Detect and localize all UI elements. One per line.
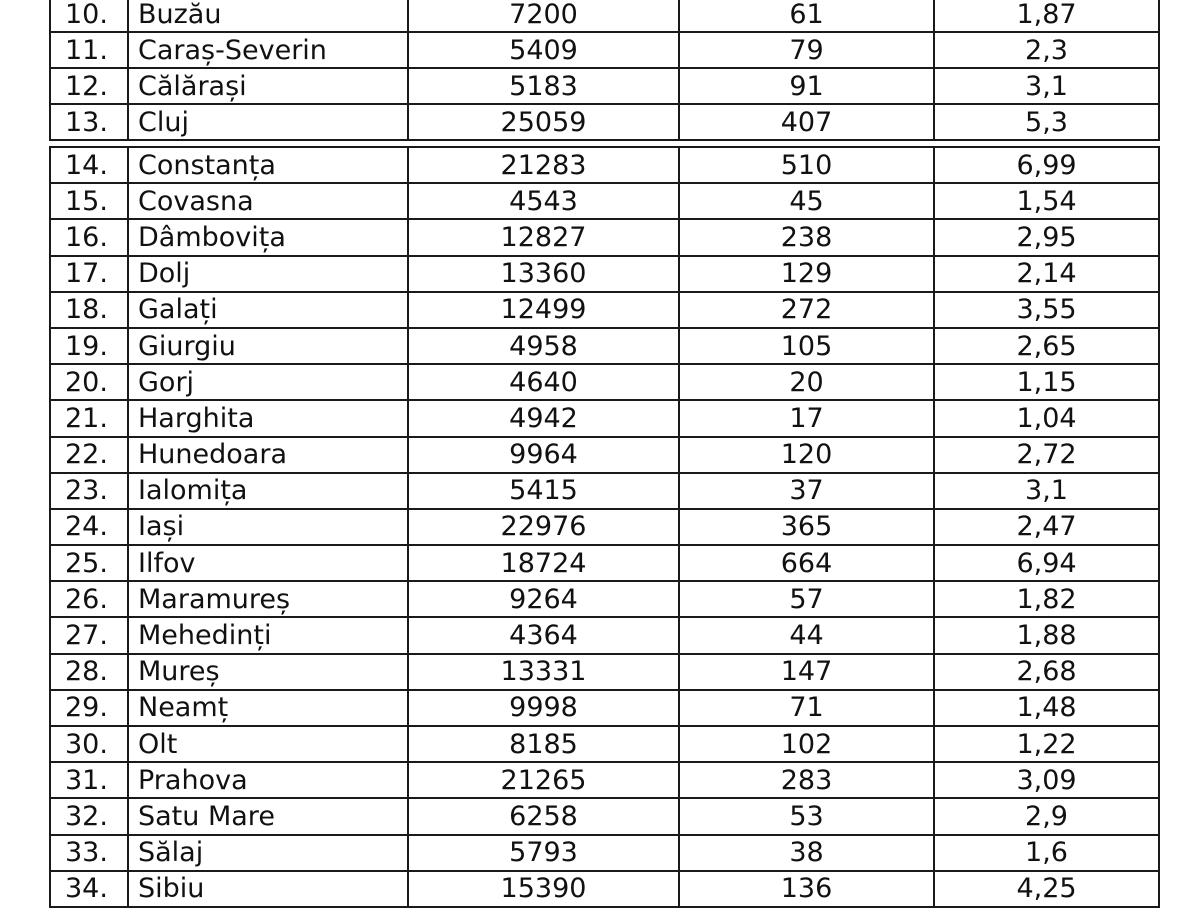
row-number-cell: 13. (50, 104, 128, 140)
value-col-3-cell: 2,68 (934, 654, 1159, 690)
row-number-cell: 21. (50, 400, 128, 436)
table-row (50, 400, 1159, 436)
county-name-cell: Cluj (128, 104, 408, 140)
county-name-cell: Dâmbovița (128, 219, 408, 255)
value-col-2-cell: 272 (679, 292, 934, 328)
row-number-cell: 31. (50, 762, 128, 798)
table-row (50, 581, 1159, 617)
county-name-cell: Mureș (128, 654, 408, 690)
county-table-bottom (49, 146, 1160, 908)
county-name-cell: Sibiu (128, 871, 408, 907)
value-col-2-cell: 20 (679, 364, 934, 400)
table-row (50, 835, 1159, 871)
row-number-cell: 17. (50, 256, 128, 292)
value-col-3-cell: 2,3 (934, 32, 1159, 68)
value-col-3-cell: 3,55 (934, 292, 1159, 328)
value-col-2-cell: 105 (679, 328, 934, 364)
value-col-2-cell: 136 (679, 871, 934, 907)
value-col-3-cell: 6,94 (934, 545, 1159, 581)
value-col-3-cell: 1,6 (934, 835, 1159, 871)
table-row (50, 292, 1159, 328)
value-col-2-cell: 57 (679, 581, 934, 617)
value-col-1-cell: 12499 (408, 292, 679, 328)
value-col-1-cell: 4942 (408, 400, 679, 436)
table-row (50, 183, 1159, 219)
value-col-2-cell: 37 (679, 473, 934, 509)
value-col-1-cell: 5409 (408, 32, 679, 68)
county-name-cell: Sălaj (128, 835, 408, 871)
value-col-3-cell: 1,04 (934, 400, 1159, 436)
value-col-2-cell: 91 (679, 68, 934, 104)
county-name-cell: Harghita (128, 400, 408, 436)
value-col-1-cell: 9964 (408, 437, 679, 473)
value-col-1-cell: 15390 (408, 871, 679, 907)
row-number-cell: 14. (50, 147, 128, 183)
value-col-2-cell: 71 (679, 690, 934, 726)
table-row (50, 798, 1159, 834)
table-row (50, 104, 1159, 140)
value-col-2-cell: 283 (679, 762, 934, 798)
row-number-cell: 18. (50, 292, 128, 328)
row-number-cell: 27. (50, 617, 128, 653)
row-number-cell: 26. (50, 581, 128, 617)
county-name-cell: Mehedinți (128, 617, 408, 653)
county-name-cell: Neamț (128, 690, 408, 726)
county-name-cell: Caraș-Severin (128, 32, 408, 68)
table-row (50, 690, 1159, 726)
county-name-cell: Prahova (128, 762, 408, 798)
value-col-3-cell: 1,82 (934, 581, 1159, 617)
value-col-1-cell: 4364 (408, 617, 679, 653)
value-col-2-cell: 38 (679, 835, 934, 871)
table-row (50, 328, 1159, 364)
row-number-cell: 30. (50, 726, 128, 762)
row-number-cell: 22. (50, 437, 128, 473)
county-name-cell: Ialomița (128, 473, 408, 509)
value-col-1-cell: 4543 (408, 183, 679, 219)
table-row (50, 871, 1159, 907)
value-col-1-cell: 4958 (408, 328, 679, 364)
value-col-1-cell: 13360 (408, 256, 679, 292)
table-row (50, 32, 1159, 68)
value-col-3-cell: 3,1 (934, 473, 1159, 509)
value-col-1-cell: 4640 (408, 364, 679, 400)
row-number-cell: 20. (50, 364, 128, 400)
table-row (50, 726, 1159, 762)
value-col-3-cell: 1,54 (934, 183, 1159, 219)
county-name-cell: Ilfov (128, 545, 408, 581)
county-name-cell: Satu Mare (128, 798, 408, 834)
value-col-1-cell: 5793 (408, 835, 679, 871)
value-col-1-cell: 5183 (408, 68, 679, 104)
value-col-1-cell: 13331 (408, 654, 679, 690)
value-col-3-cell: 1,88 (934, 617, 1159, 653)
value-col-2-cell: 102 (679, 726, 934, 762)
value-col-3-cell: 6,99 (934, 147, 1159, 183)
value-col-1-cell: 12827 (408, 219, 679, 255)
value-col-2-cell: 664 (679, 545, 934, 581)
table-row (50, 0, 1159, 32)
value-col-1-cell: 7200 (408, 0, 679, 32)
table-row (50, 545, 1159, 581)
county-name-cell: Călărași (128, 68, 408, 104)
value-col-2-cell: 53 (679, 798, 934, 834)
row-number-cell: 12. (50, 68, 128, 104)
value-col-3-cell: 1,22 (934, 726, 1159, 762)
table-row (50, 473, 1159, 509)
row-number-cell: 25. (50, 545, 128, 581)
value-col-1-cell: 5415 (408, 473, 679, 509)
value-col-1-cell: 8185 (408, 726, 679, 762)
table-row (50, 762, 1159, 798)
value-col-2-cell: 45 (679, 183, 934, 219)
row-number-cell: 33. (50, 835, 128, 871)
row-number-cell: 23. (50, 473, 128, 509)
value-col-1-cell: 6258 (408, 798, 679, 834)
row-number-cell: 34. (50, 871, 128, 907)
value-col-3-cell: 2,65 (934, 328, 1159, 364)
value-col-3-cell: 1,15 (934, 364, 1159, 400)
county-name-cell: Giurgiu (128, 328, 408, 364)
row-number-cell: 24. (50, 509, 128, 545)
value-col-2-cell: 44 (679, 617, 934, 653)
county-name-cell: Buzău (128, 0, 408, 32)
value-col-1-cell: 21283 (408, 147, 679, 183)
value-col-3-cell: 2,95 (934, 219, 1159, 255)
value-col-2-cell: 17 (679, 400, 934, 436)
value-col-2-cell: 365 (679, 509, 934, 545)
value-col-2-cell: 510 (679, 147, 934, 183)
value-col-1-cell: 18724 (408, 545, 679, 581)
value-col-3-cell: 3,1 (934, 68, 1159, 104)
county-table-top (49, 0, 1160, 141)
value-col-3-cell: 2,47 (934, 509, 1159, 545)
county-name-cell: Dolj (128, 256, 408, 292)
county-name-cell: Olt (128, 726, 408, 762)
county-name-cell: Galați (128, 292, 408, 328)
row-number-cell: 15. (50, 183, 128, 219)
value-col-1-cell: 21265 (408, 762, 679, 798)
value-col-1-cell: 22976 (408, 509, 679, 545)
row-number-cell: 32. (50, 798, 128, 834)
county-name-cell: Gorj (128, 364, 408, 400)
table-row (50, 509, 1159, 545)
value-col-3-cell: 1,87 (934, 0, 1159, 32)
table-row (50, 654, 1159, 690)
value-col-2-cell: 238 (679, 219, 934, 255)
value-col-1-cell: 9264 (408, 581, 679, 617)
value-col-1-cell: 9998 (408, 690, 679, 726)
value-col-3-cell: 2,9 (934, 798, 1159, 834)
value-col-2-cell: 407 (679, 104, 934, 140)
value-col-3-cell: 3,09 (934, 762, 1159, 798)
value-col-3-cell: 2,72 (934, 437, 1159, 473)
value-col-2-cell: 79 (679, 32, 934, 68)
row-number-cell: 29. (50, 690, 128, 726)
value-col-2-cell: 61 (679, 0, 934, 32)
table-row (50, 256, 1159, 292)
county-name-cell: Covasna (128, 183, 408, 219)
table-row (50, 147, 1159, 183)
county-name-cell: Constanța (128, 147, 408, 183)
table-row (50, 68, 1159, 104)
value-col-1-cell: 25059 (408, 104, 679, 140)
row-number-cell: 11. (50, 32, 128, 68)
table-row (50, 617, 1159, 653)
row-number-cell: 19. (50, 328, 128, 364)
row-number-cell: 16. (50, 219, 128, 255)
value-col-3-cell: 2,14 (934, 256, 1159, 292)
value-col-3-cell: 5,3 (934, 104, 1159, 140)
value-col-2-cell: 129 (679, 256, 934, 292)
table-row (50, 364, 1159, 400)
row-number-cell: 28. (50, 654, 128, 690)
value-col-3-cell: 1,48 (934, 690, 1159, 726)
value-col-2-cell: 147 (679, 654, 934, 690)
county-name-cell: Maramureș (128, 581, 408, 617)
value-col-2-cell: 120 (679, 437, 934, 473)
table-row (50, 219, 1159, 255)
county-name-cell: Iași (128, 509, 408, 545)
row-number-cell: 10. (50, 0, 128, 32)
county-name-cell: Hunedoara (128, 437, 408, 473)
value-col-3-cell: 4,25 (934, 871, 1159, 907)
table-row (50, 437, 1159, 473)
